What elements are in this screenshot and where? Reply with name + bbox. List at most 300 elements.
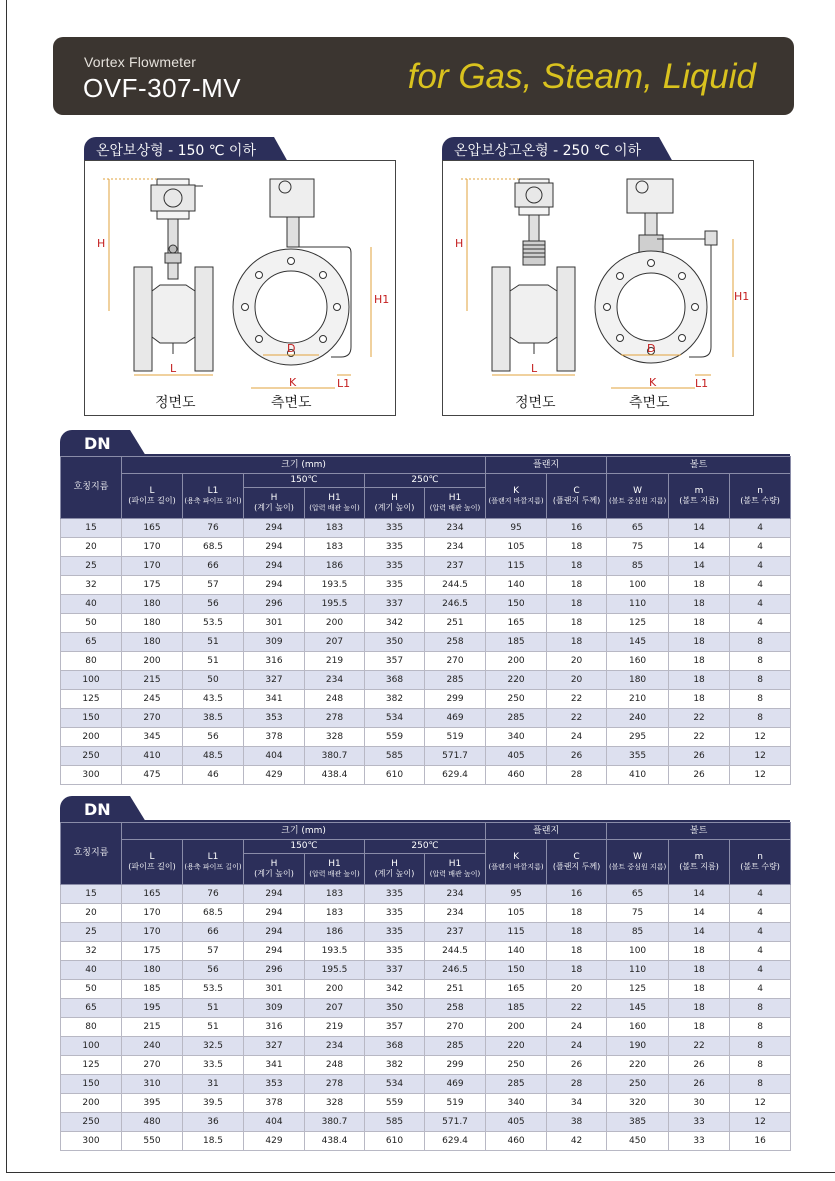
table-cell: 100 (607, 942, 669, 961)
table-cell: 175 (122, 576, 183, 595)
dn16-table-body (61, 519, 791, 785)
drawing-tab-150: 온압보상형 - 150 ℃ 이하 (84, 137, 274, 162)
table-cell: 4 (730, 614, 791, 633)
table-cell: 341 (244, 1056, 305, 1075)
dim-d-label: D (647, 342, 656, 355)
table-cell: 368 (365, 671, 425, 690)
col-n: n (볼트 수량) (730, 474, 791, 519)
table-cell: 26 (669, 1056, 730, 1075)
table-cell: 320 (607, 1094, 669, 1113)
group-size: 크기 (mm) (122, 457, 486, 474)
table-cell: 270 (425, 652, 486, 671)
table-cell: 180 (122, 961, 183, 980)
table-cell: 85 (607, 923, 669, 942)
table-cell: 18 (547, 923, 607, 942)
table-cell: 39.5 (183, 1094, 244, 1113)
table-cell: 170 (122, 538, 183, 557)
table-cell: 285 (486, 1075, 547, 1094)
table-cell: 28 (547, 1075, 607, 1094)
table-cell: 278 (305, 709, 365, 728)
table-cell: 66 (183, 923, 244, 942)
table-cell: 285 (425, 671, 486, 690)
table-cell: 385 (607, 1113, 669, 1132)
table-cell: 26 (547, 1056, 607, 1075)
table-cell: 100 (61, 1037, 122, 1056)
front-view-caption: 정면도 (155, 395, 196, 411)
side-view-caption: 측면도 (629, 395, 670, 411)
table-cell: 4 (730, 961, 791, 980)
table-cell: 475 (122, 766, 183, 785)
table-cell: 24 (547, 1018, 607, 1037)
table-cell: 4 (730, 519, 791, 538)
table-cell: 183 (305, 904, 365, 923)
table-cell: 559 (365, 1094, 425, 1113)
table-cell: 12 (730, 747, 791, 766)
table-cell: 210 (607, 690, 669, 709)
dim-l-label: L (531, 362, 538, 375)
table-cell: 438.4 (305, 1132, 365, 1151)
col-w: W (볼트 중심원 지름) (607, 474, 669, 519)
table-cell: 145 (607, 999, 669, 1018)
table-cell: 234 (425, 519, 486, 538)
table-cell: 237 (425, 923, 486, 942)
group-size: 크기 (mm) (122, 823, 486, 840)
front-view-caption: 정면도 (515, 395, 556, 411)
table-cell: 160 (607, 1018, 669, 1037)
table-cell: 8 (730, 1018, 791, 1037)
dn40-table (60, 822, 791, 1151)
col-l: L (파이프 길이) (122, 474, 183, 519)
table-cell: 380.7 (305, 1113, 365, 1132)
table-cell: 378 (244, 1094, 305, 1113)
table-cell: 480 (122, 1113, 183, 1132)
table-cell: 150 (61, 1075, 122, 1094)
table-cell: 328 (305, 1094, 365, 1113)
table-cell: 8 (730, 1037, 791, 1056)
table-cell: 368 (365, 1037, 425, 1056)
table-cell: 125 (61, 690, 122, 709)
group-bolt: 볼트 (607, 823, 791, 840)
table-cell: 66 (183, 557, 244, 576)
table-cell: 234 (305, 671, 365, 690)
table-cell: 8 (730, 671, 791, 690)
table-cell: 355 (607, 747, 669, 766)
table-row (61, 671, 791, 690)
table-cell: 195.5 (305, 961, 365, 980)
table-cell: 296 (244, 595, 305, 614)
table-cell: 28 (547, 766, 607, 785)
table-cell: 250 (607, 1075, 669, 1094)
col-l1: L1 (용축 파이프 길이) (183, 840, 244, 885)
dim-h-label: H (455, 237, 464, 250)
table-cell: 38 (547, 1113, 607, 1132)
table-cell: 18 (547, 557, 607, 576)
dim-k-label: K (289, 376, 297, 389)
table-cell: 32 (61, 576, 122, 595)
table-cell: 357 (365, 652, 425, 671)
table-cell: 51 (183, 999, 244, 1018)
table-cell: 14 (669, 923, 730, 942)
product-tagline: for Gas, Steam, Liquid (407, 57, 756, 96)
product-subtitle: Vortex Flowmeter (84, 54, 197, 70)
col-h-150: H (계기 높이) (244, 854, 305, 885)
col-nominal: 호칭지름 (61, 823, 122, 885)
table-cell: 410 (607, 766, 669, 785)
table-cell: 450 (607, 1132, 669, 1151)
table-cell: 145 (607, 633, 669, 652)
table-cell: 220 (486, 1037, 547, 1056)
table-cell: 215 (122, 1018, 183, 1037)
table-cell: 245 (122, 690, 183, 709)
table-cell: 18 (669, 999, 730, 1018)
table-cell: 335 (365, 885, 425, 904)
table-cell: 316 (244, 652, 305, 671)
table-cell: 629.4 (425, 766, 486, 785)
table-cell: 183 (305, 885, 365, 904)
table-cell: 100 (61, 671, 122, 690)
table-cell: 170 (122, 557, 183, 576)
dim-l1-label: L1 (695, 377, 709, 390)
table-cell: 534 (365, 1075, 425, 1094)
table-cell: 519 (425, 1094, 486, 1113)
table-cell: 378 (244, 728, 305, 747)
table-cell: 110 (607, 595, 669, 614)
table-cell: 215 (122, 671, 183, 690)
product-model: OVF-307-MV (83, 73, 242, 103)
table-row (61, 1094, 791, 1113)
table-cell: 32.5 (183, 1037, 244, 1056)
table-cell: 26 (669, 766, 730, 785)
table-cell: 50 (61, 614, 122, 633)
table-cell: 150 (486, 961, 547, 980)
col-h-250: H (계기 높이) (365, 488, 425, 519)
table-cell: 53.5 (183, 614, 244, 633)
table-cell: 341 (244, 690, 305, 709)
table-cell: 14 (669, 557, 730, 576)
table-cell: 65 (61, 633, 122, 652)
table-cell: 12 (730, 766, 791, 785)
col-h-250: H (계기 높이) (365, 854, 425, 885)
table-cell: 22 (669, 1037, 730, 1056)
table-cell: 8 (730, 709, 791, 728)
table-cell: 57 (183, 576, 244, 595)
table-cell: 14 (669, 538, 730, 557)
table-cell: 22 (669, 728, 730, 747)
side-view-caption: 측면도 (271, 395, 312, 411)
table-cell: 18 (669, 633, 730, 652)
table-cell: 219 (305, 1018, 365, 1037)
table-cell: 301 (244, 980, 305, 999)
col-h1-150: H1 (압력 배관 높이) (305, 854, 365, 885)
table-cell: 294 (244, 519, 305, 538)
table-cell: 4 (730, 557, 791, 576)
table-cell: 335 (365, 538, 425, 557)
table-row (61, 1056, 791, 1075)
table-cell: 8 (730, 999, 791, 1018)
table-cell: 200 (486, 652, 547, 671)
drawing-panel-250 (442, 160, 754, 416)
table-cell: 165 (122, 519, 183, 538)
table-cell: 519 (425, 728, 486, 747)
table-cell: 18 (547, 961, 607, 980)
col-m: m (볼트 지름) (669, 474, 730, 519)
table-cell: 8 (730, 652, 791, 671)
table-cell: 327 (244, 1037, 305, 1056)
table-cell: 207 (305, 999, 365, 1018)
table-cell: 335 (365, 923, 425, 942)
table-row (61, 652, 791, 671)
table-row (61, 538, 791, 557)
table-cell: 183 (305, 519, 365, 538)
table-cell: 200 (61, 728, 122, 747)
table-cell: 469 (425, 709, 486, 728)
flowmeter-drawing-250 (443, 161, 755, 417)
table-row (61, 766, 791, 785)
table-cell: 165 (486, 614, 547, 633)
table-cell: 32 (61, 942, 122, 961)
table-cell: 18 (669, 671, 730, 690)
table-cell: 20 (61, 904, 122, 923)
col-n: n (볼트 수량) (730, 840, 791, 885)
table-cell: 150 (61, 709, 122, 728)
table-row (61, 885, 791, 904)
table-cell: 294 (244, 904, 305, 923)
table-cell: 246.5 (425, 595, 486, 614)
table-cell: 42 (547, 1132, 607, 1151)
table-cell: 240 (122, 1037, 183, 1056)
table-cell: 342 (365, 614, 425, 633)
table-cell: 125 (61, 1056, 122, 1075)
col-h-150: H (계기 높이) (244, 488, 305, 519)
table-cell: 140 (486, 942, 547, 961)
table-row (61, 923, 791, 942)
table-cell: 12 (730, 1094, 791, 1113)
table-cell: 51 (183, 633, 244, 652)
table-cell: 125 (607, 980, 669, 999)
group-250: 250℃ (365, 474, 486, 488)
table-cell: 193.5 (305, 942, 365, 961)
table-cell: 610 (365, 1132, 425, 1151)
table-cell: 15 (61, 519, 122, 538)
page-border-bottom (6, 1172, 835, 1173)
table-cell: 299 (425, 690, 486, 709)
table-cell: 296 (244, 961, 305, 980)
table-cell: 22 (547, 690, 607, 709)
table-cell: 294 (244, 538, 305, 557)
table-cell: 219 (305, 652, 365, 671)
table-cell: 186 (305, 557, 365, 576)
table-cell: 56 (183, 728, 244, 747)
table-cell: 316 (244, 1018, 305, 1037)
table-cell: 220 (607, 1056, 669, 1075)
page-border-left (6, 0, 7, 1172)
table-cell: 278 (305, 1075, 365, 1094)
table-cell: 327 (244, 671, 305, 690)
table-row (61, 1075, 791, 1094)
table-cell: 250 (486, 690, 547, 709)
table-cell: 200 (61, 1094, 122, 1113)
dn16-title: DN (60, 430, 130, 456)
table-cell: 50 (61, 980, 122, 999)
table-cell: 185 (486, 999, 547, 1018)
group-150: 150℃ (244, 474, 365, 488)
table-cell: 250 (61, 1113, 122, 1132)
table-row (61, 942, 791, 961)
table-cell: 237 (425, 557, 486, 576)
table-row (61, 904, 791, 923)
table-row (61, 690, 791, 709)
col-h1-250: H1 (압력 배관 높이) (425, 854, 486, 885)
table-cell: 18 (669, 942, 730, 961)
table-cell: 18 (547, 576, 607, 595)
table-cell: 350 (365, 999, 425, 1018)
table-cell: 4 (730, 576, 791, 595)
dim-l-label: L (170, 362, 177, 375)
table-cell: 180 (122, 614, 183, 633)
table-row (61, 557, 791, 576)
table-cell: 51 (183, 1018, 244, 1037)
dim-h1-label: H1 (374, 293, 390, 306)
table-cell: 16 (547, 519, 607, 538)
table-cell: 76 (183, 885, 244, 904)
table-cell: 220 (486, 671, 547, 690)
table-cell: 294 (244, 942, 305, 961)
table-row (61, 1018, 791, 1037)
col-l1: L1 (용축 파이프 길이) (183, 474, 244, 519)
table-cell: 170 (122, 923, 183, 942)
table-cell: 95 (486, 885, 547, 904)
table-cell: 309 (244, 999, 305, 1018)
table-cell: 404 (244, 747, 305, 766)
table-cell: 195.5 (305, 595, 365, 614)
table-cell: 18 (547, 904, 607, 923)
table-cell: 185 (122, 980, 183, 999)
table-cell: 200 (305, 614, 365, 633)
table-cell: 31 (183, 1075, 244, 1094)
table-cell: 4 (730, 538, 791, 557)
table-row (61, 614, 791, 633)
table-cell: 18 (547, 633, 607, 652)
table-cell: 65 (607, 885, 669, 904)
table-row (61, 1113, 791, 1132)
table-cell: 200 (486, 1018, 547, 1037)
table-cell: 200 (122, 652, 183, 671)
table-cell: 33 (669, 1113, 730, 1132)
table-row (61, 1037, 791, 1056)
table-cell: 405 (486, 1113, 547, 1132)
table-cell: 26 (669, 1075, 730, 1094)
table-cell: 12 (730, 728, 791, 747)
table-cell: 180 (122, 633, 183, 652)
table-cell: 200 (305, 980, 365, 999)
table-cell: 4 (730, 942, 791, 961)
table-cell: 183 (305, 538, 365, 557)
table-cell: 43.5 (183, 690, 244, 709)
table-cell: 8 (730, 633, 791, 652)
table-row (61, 961, 791, 980)
table-cell: 248 (305, 1056, 365, 1075)
table-cell: 405 (486, 747, 547, 766)
table-cell: 335 (365, 576, 425, 595)
table-cell: 76 (183, 519, 244, 538)
table-cell: 299 (425, 1056, 486, 1075)
table-cell: 234 (425, 885, 486, 904)
table-cell: 20 (61, 538, 122, 557)
table-cell: 56 (183, 961, 244, 980)
table-row (61, 633, 791, 652)
table-cell: 8 (730, 690, 791, 709)
table-cell: 14 (669, 904, 730, 923)
table-cell: 294 (244, 923, 305, 942)
col-m: m (볼트 지름) (669, 840, 730, 885)
table-cell: 270 (122, 709, 183, 728)
table-cell: 65 (61, 999, 122, 1018)
table-cell: 180 (122, 595, 183, 614)
dim-l1-label: L1 (337, 377, 351, 390)
table-cell: 350 (365, 633, 425, 652)
table-cell: 53.5 (183, 980, 244, 999)
table-cell: 170 (122, 904, 183, 923)
table-cell: 571.7 (425, 1113, 486, 1132)
table-cell: 438.4 (305, 766, 365, 785)
table-row (61, 519, 791, 538)
table-cell: 335 (365, 904, 425, 923)
table-cell: 246.5 (425, 961, 486, 980)
table-cell: 68.5 (183, 538, 244, 557)
table-cell: 248 (305, 690, 365, 709)
col-c: C (플랜지 두께) (547, 840, 607, 885)
table-cell: 25 (61, 557, 122, 576)
drawing-panel-150 (84, 160, 396, 416)
table-cell: 46 (183, 766, 244, 785)
table-cell: 294 (244, 557, 305, 576)
table-cell: 105 (486, 538, 547, 557)
table-cell: 57 (183, 942, 244, 961)
table-row (61, 595, 791, 614)
table-cell: 353 (244, 709, 305, 728)
table-cell: 68.5 (183, 904, 244, 923)
table-cell: 429 (244, 766, 305, 785)
col-w: W (볼트 중심원 지름) (607, 840, 669, 885)
table-cell: 300 (61, 1132, 122, 1151)
table-cell: 18 (669, 980, 730, 999)
table-cell: 180 (607, 671, 669, 690)
table-cell: 559 (365, 728, 425, 747)
table-cell: 50 (183, 671, 244, 690)
table-cell: 24 (547, 1037, 607, 1056)
table-cell: 24 (547, 728, 607, 747)
table-row (61, 576, 791, 595)
table-cell: 469 (425, 1075, 486, 1094)
table-cell: 357 (365, 1018, 425, 1037)
table-cell: 4 (730, 923, 791, 942)
table-cell: 34 (547, 1094, 607, 1113)
table-cell: 270 (122, 1056, 183, 1075)
table-cell: 165 (122, 885, 183, 904)
col-h1-250: H1 (압력 배관 높이) (425, 488, 486, 519)
drawing-tab-250: 온압보상고온형 - 250 ℃ 이하 (442, 137, 659, 162)
table-cell: 56 (183, 595, 244, 614)
table-cell: 404 (244, 1113, 305, 1132)
group-150: 150℃ (244, 840, 365, 854)
table-cell: 340 (486, 728, 547, 747)
table-cell: 85 (607, 557, 669, 576)
table-cell: 38.5 (183, 709, 244, 728)
table-cell: 26 (669, 747, 730, 766)
table-cell: 16 (730, 1132, 791, 1151)
table-cell: 258 (425, 633, 486, 652)
group-flange: 플랜지 (486, 457, 607, 474)
